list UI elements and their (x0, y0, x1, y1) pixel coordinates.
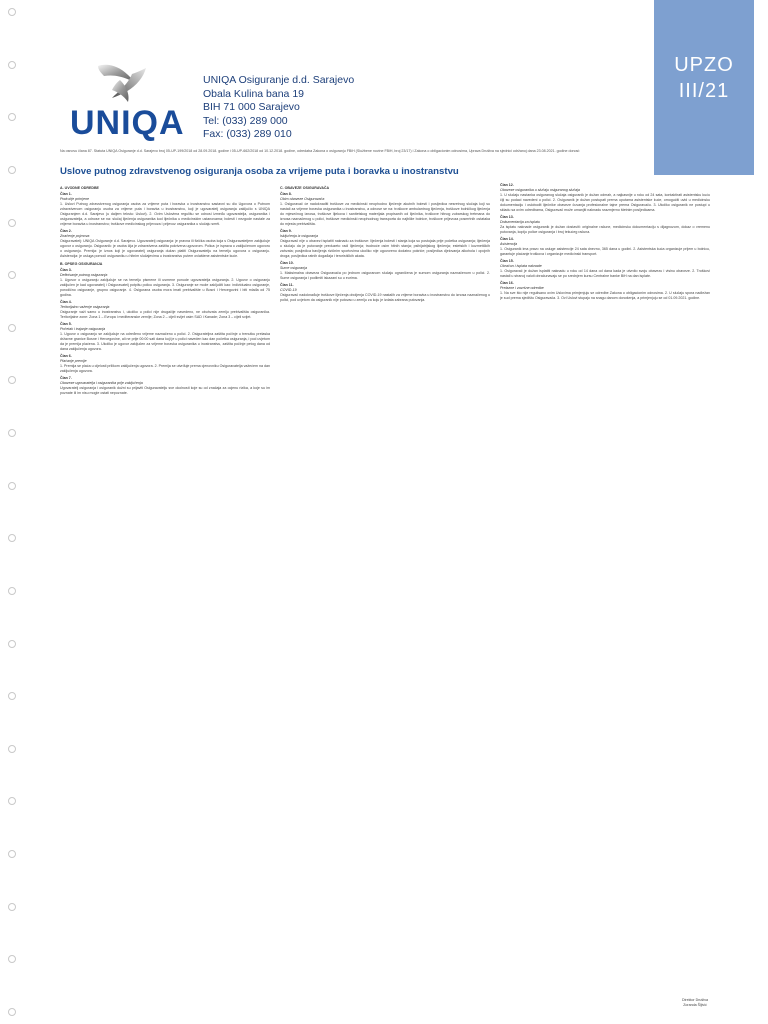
company-address (203, 74, 354, 142)
article-number: Član 2. (60, 229, 72, 233)
binder-hole (8, 8, 16, 16)
document-code: UPZO (674, 54, 734, 76)
article-title: Značenje pojmova (60, 234, 90, 238)
article (280, 192, 490, 227)
binder-hole (8, 376, 16, 384)
article-body: 1. Uslovi Putnog zdravstvenog osiguranja osoba za vrijeme puta i boravka u inostranstvu sastavni su dio Ugovora o Putnom zdravstvenom osiguranju osoba za vrijeme puta i boravka u inostranstvu, koji je ugovaratelj osiguranja zaključio s UNIQA Osiguranjem d.d. Sarajevo (u daljem tekstu: Uslovi). 2. Ovim Uslovima regulišu se odnosi između ugovaratelja, osiguranika i osiguravatelja, a odnose se na: slučaj liječenja osiguranika kod liječnika u medicinskim ustanovama; bolesti i nezgode nastale za vrijeme boravka u inostranstvu; troškove medicinskog prijevoza i prijevoz osiguranika u slučaju smrti. (60, 202, 270, 226)
article-title: Područje primjene (60, 197, 89, 201)
binder-hole (8, 955, 16, 963)
section-heading: B. OPSEG OSIGURANJA (60, 262, 103, 266)
article-number: Član 12. (500, 183, 514, 187)
article-body: 1. Na sve što nije regulisano ovim Uslovima primjenjuju se odredbe Zakona o obligacionim odnosima. 2. U slučaju spora nadležan je sud prema sjedištu Osiguravača. 3. Ovi Uslovi stupaju na snagu danom donošenja, a primjenjuju se od 01.09.2021. godine. (500, 291, 710, 300)
article-body: 1. Ugovor o osiguranju zaključuje se na temelju pismene ili usmene ponude ugovaratelja osiguranja. 2. Ugovor o osiguranju zaključen je kad ugovaratelj i Osiguravatelj potpišu policu osiguranja. 3. Osiguranje se može zaključiti kao: individualno osiguranje, porodično osiguranje, grupno osiguranje. 4. Osigurana osoba mora imati prebivalište u Bosni i Hercegovini i biti mlađa od 75 godina. (60, 278, 270, 297)
article-body: Za isplatu naknade osiguranik je dužan dostaviti: originalne račune, medicinsku dokumentaciju s dijagnozom, dokaz o vremenu putovanja, kopiju police osiguranja i broj tekućeg računa. (500, 225, 710, 234)
article-body: Osiguravač nadoknađuje troškove liječenja oboljenja COVID-19 nastalih za vrijeme boravka u inostranstvu do iznosa naznačenog u polici, pod uvjetom da osiguranik nije putovao u zemlju za koju je izdata zabrana putovanja. (280, 293, 490, 302)
article-body: 1. Osiguranik ima pravo na usluge asistencije 24 sata dnevno, 365 dana u godini. 2. Asistentska kuća organizuje prijem u bolnicu, garantuje plaćanje troškova i organizuje medicinski transport. (500, 247, 710, 256)
article-body: 1. U slučaju nastanka osiguranog slučaja osiguranik je dužan odmah, a najkasnije u roku od 24 sata, kontaktirati asistentsku kuću čiji su podaci navedeni u polici. 2. Osiguranik je dužan postupati prema uputama asistentske kuće, omogućiti uvid u medicinsku dokumentaciju i oslobodit liječnike obaveze čuvanja profesionalne tajne prema Osiguravaču. 3. Ukoliko osiguranik ne postupi u skladu sa ovim odredbama, Osiguravač može umanjiti naknadu srazmjerno štetnim posljedicama. (500, 193, 710, 212)
text-column (280, 183, 490, 1003)
signatory-role: Direktor Društva (682, 998, 708, 1002)
article (500, 215, 710, 235)
article-number: Član 4. (60, 300, 72, 304)
legal-preamble: Na osnovu člana 87. Statuta UNIQA Osiguranje d.d. Sarajevo broj 05-UP-199/2018 od 28.09.2018. godine i 05-UP-662/2018 od 10.12.2018. godine, odredaba Zakona o osiguranju FBiH (Službene novine FBiH, broj 23/17) i Zakona o obligacionim odnosima, Uprava Društva na sjednici održanoj dana 23.08.2021. godine donosi: (60, 149, 581, 153)
document-code-box (654, 0, 754, 175)
binder-hole (8, 113, 16, 121)
article-number: Član 15. (500, 259, 514, 263)
binder-hole (8, 640, 16, 648)
article-number: Član 9. (280, 229, 292, 233)
article-title: Isključenja iz osiguranja (280, 234, 318, 238)
article-body: 1. Maksimalna obaveza Osiguravača po jednom osiguranom slučaju ograničena je sumom osiguranja naznačenom u polici. 2. Sume osiguranja i podlimiti iskazani su u eurima. (280, 271, 490, 280)
article-number: Član 1. (60, 192, 72, 196)
article-title: Prelazne i završne odredbe (500, 286, 544, 290)
section-heading: A. UVODNE ODREDBE (60, 186, 99, 190)
article-title: Obaveze osiguranika u slučaju osiguranog slučaja (500, 188, 580, 192)
binder-hole (8, 1008, 16, 1016)
article-number: Član 11. (280, 283, 294, 287)
binder-holes (8, 8, 22, 1016)
binder-hole (8, 692, 16, 700)
article (500, 237, 710, 257)
article (60, 354, 270, 374)
document-version: III/21 (678, 80, 730, 102)
article-title: Asistencija (500, 242, 518, 246)
phone-number: Tel: (033) 289 000 (203, 114, 288, 127)
uniqa-logo (60, 60, 185, 142)
article-number: Član 7. (60, 376, 72, 380)
article-number: Član 8. (280, 192, 292, 196)
article (60, 229, 270, 259)
article (280, 229, 490, 259)
binder-hole (8, 850, 16, 858)
article-title: Plaćanje premije (60, 359, 87, 363)
article-title: Teritorijalno važenje osiguranja (60, 305, 110, 309)
binder-hole (8, 903, 16, 911)
body-columns (60, 183, 710, 1003)
document-header (60, 60, 660, 145)
logo-wordmark: UNIQA (70, 104, 185, 142)
binder-hole (8, 797, 16, 805)
company-name: UNIQA Osiguranje d.d. Sarajevo (203, 74, 355, 86)
binder-hole (8, 271, 16, 279)
article (60, 376, 270, 396)
article (500, 259, 710, 279)
binder-hole (8, 429, 16, 437)
city-postal: BIH 71 000 Sarajevo (203, 101, 300, 113)
text-column (60, 183, 270, 1003)
text-column (500, 183, 710, 1003)
article-title: COVID-19 (280, 288, 297, 292)
article-number: Član 3. (60, 268, 72, 272)
binder-hole (8, 534, 16, 542)
article (60, 300, 270, 320)
article-title: Obračun i isplata naknade (500, 264, 542, 268)
article (280, 283, 490, 303)
binder-hole (8, 587, 16, 595)
article (280, 261, 490, 281)
article-title: Obim obaveze Osiguravača (280, 197, 325, 201)
article-number: Član 10. (280, 261, 294, 265)
article-number: Član 13. (500, 215, 514, 219)
article-body: 1. Osiguravač je dužan isplatiti naknadu u roku od 14 dana od dana kada je utvrdio svoju obavezu i visinu obaveze. 2. Troškovi nastali u stranoj valuti obračunavaju se po srednjem kursu Centralne banke BiH na dan isplate. (500, 269, 710, 278)
signature-block (682, 998, 708, 1008)
section-heading: C. OBAVEZE OSIGURAVAČA (280, 186, 330, 190)
street-address: Obala Kulina bana 19 (203, 87, 304, 100)
article (60, 268, 270, 298)
article-number: Član 5. (60, 322, 72, 326)
article (500, 281, 710, 301)
binder-hole (8, 324, 16, 332)
article-body: Ugovaratelj osiguranja i osiguranik dužni su prijaviti Osiguravatelju sve okolnosti koje su od značaja za ocjenu rizika, a koje su im poznate ili im nisu mogle ostati nepoznate. (60, 386, 270, 395)
article-title: Početak i trajanje osiguranja (60, 327, 106, 331)
article-number: Član 6. (60, 354, 72, 358)
article (60, 192, 270, 227)
article (500, 183, 710, 213)
article-body: Osiguravatelj: UNIQA Osiguranje d.d. Sarajevo. Ugovaratelj osiguranja: je pravna ili fizička osoba koja s Osiguravateljem zaključuje ugovor o osiguranju. Osiguranik: je osoba čija je zdravstvena zaštita pokrivena ugovorom. Polica: je isprava o zaključenom ugovoru o osiguranju. Premija: je iznos koji je ugovaratelj osiguranja dužan platiti Osiguravatelju na temelju ugovora o osiguranju. Asistencija: je usluga pomoći osiguraniku u hitnim slučajevima u inostranstvu putem ovlaštene asistentske kuće. (60, 239, 270, 258)
binder-hole (8, 166, 16, 174)
article-body: 1. Osiguravač će nadoknaditi troškove za medicinski neophodno liječenje akutnih bolesti i posljedica nesretnog slučaja koji su nastali za vrijeme boravka osiguranika u inostranstvu, a odnose se na: troškove ambulantnog liječenja, troškove bolničkog liječenja do mjesečnog iznosa, troškove lijekova i sanitetskog materijala propisanih od liječnika, troškove hitnog zubarskog tretmana do iznosa naznačenog u polici, troškove medicinski neophodnog transporta do najbliže bolnice, troškove prijevoza posmrtnih ostataka do mjesta prebivališta. (280, 202, 490, 226)
article-title: Sume osiguranja (280, 266, 307, 270)
binder-hole (8, 61, 16, 69)
article-body: 1. Premija se plaća u cijelosti prilikom zaključenja ugovora. 2. Premija se utvrđuje prema cjenovniku Osiguravatelja važećem na dan zaključenja ugovora. (60, 364, 270, 373)
document-title: Uslove putnog zdravstvenog osiguranja osoba za vrijeme puta i boravka u inostranstvu (60, 166, 459, 177)
article-body: Osiguravač nije u obavezi isplatiti naknadu za troškove: liječenja bolesti i stanja koja su postojala prije početka osiguranja; liječenja u slučaju da je putovanje preduzeto radi liječenja; trudnoće osim hitnih stanja; psihijatrijskog liječenja; estetskih i kozmetičkih zahvata; posljedica bavljenja rizičnim sportovima ukoliko nije ugovoreno dodatno pokriće; posljedica djelovanja alkohola i opojnih droga; posljedica ratnih događaja i terorističkih akata. (280, 239, 490, 258)
article-title: Dokumentacija za isplatu (500, 220, 540, 224)
article-number: Član 14. (500, 237, 514, 241)
article-title: Obaveze ugovaratelja i osiguranika prije zaključenja (60, 381, 143, 385)
signatory-name: Zoranda Šljivić (683, 1003, 707, 1007)
article-number: Član 16. (500, 281, 514, 285)
article-title: Definisanje putnog osiguranja (60, 273, 108, 277)
uniqa-emblem-icon (90, 60, 154, 104)
article-body: Osiguranje važi samo u inostranstvu i, ukoliko u polici nije drugačije navedeno, ne obuhvata zemlju prebivališta osiguranika. Teritorijalne zone: Zona 1 – Evropa i mediteranske zemlje; Zona 2 – cijeli svijet osim SAD i Kanade; Zona 3 – cijeli svijet. (60, 310, 270, 319)
binder-hole (8, 482, 16, 490)
binder-hole (8, 745, 16, 753)
article-body: 1. Ugovor o osiguranju se zaključuje na određeno vrijeme naznačeno u polici. 2. Osigurateljna zaštita počinje u trenutku prelaska državne granice Bosne i Hercegovine, ali ne prije 00:00 sati dana koji je u polici naveden kao dan početka osiguranja, i pod uvjetom da je premija plaćena. 3. Ukoliko je ugovor zaključen za vrijeme boravka osiguranika u inostranstvu, zaštita počinje petog dana od dana zaključenja ugovora. (60, 332, 270, 351)
fax-number: Fax: (033) 289 010 (203, 128, 292, 140)
article (60, 322, 270, 352)
binder-hole (8, 219, 16, 227)
